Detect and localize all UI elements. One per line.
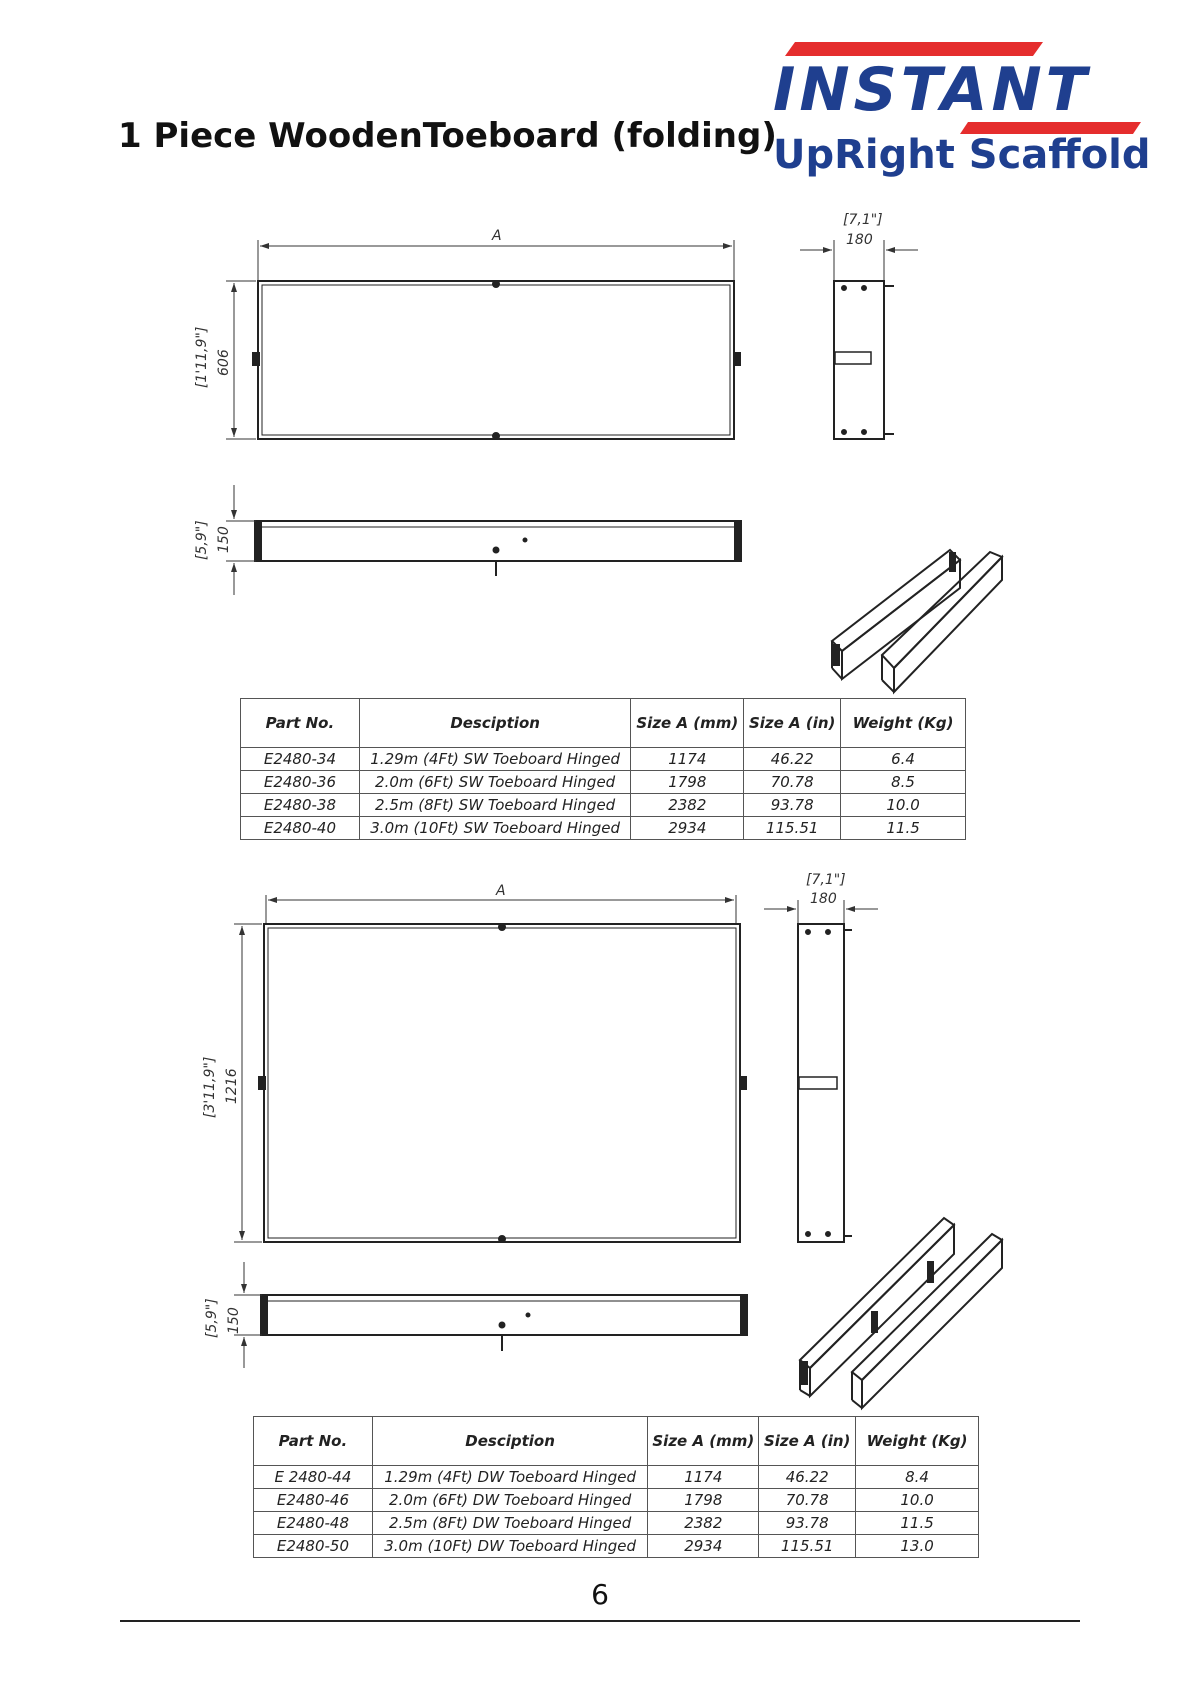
dimension-width-1 <box>258 240 734 280</box>
table-row <box>254 1466 979 1489</box>
cell-size-in: 70.78 <box>744 771 841 794</box>
cell-description: 1.29m (4Ft) DW Toeboard Hinged <box>372 1466 648 1489</box>
board-view-1 <box>255 521 741 576</box>
cell-size-in: 93.78 <box>759 1512 856 1535</box>
dim-height-in-1: [1'11,9"] <box>194 326 210 388</box>
dim-height-mm-1: 606 <box>216 349 232 376</box>
cell-part-no: E2480-48 <box>254 1512 373 1535</box>
dim-width-label-2: A <box>496 883 506 899</box>
dim-depth-mm-2: 180 <box>810 891 837 907</box>
dim-board-mm-2: 150 <box>226 1307 242 1334</box>
front-view-1 <box>253 281 740 439</box>
cell-size-mm: 2382 <box>631 794 744 817</box>
dim-width-label-1: A <box>492 228 502 244</box>
table-row <box>254 1489 979 1512</box>
cell-part-no: E2480-38 <box>241 794 360 817</box>
cell-size-in: 93.78 <box>744 794 841 817</box>
header-description: Desciption <box>372 1417 648 1466</box>
dim-depth-in-1: [7,1"] <box>843 212 883 228</box>
table-header-row <box>254 1417 979 1466</box>
cell-size-mm: 2934 <box>631 817 744 840</box>
cell-size-in: 46.22 <box>744 748 841 771</box>
cell-size-in: 70.78 <box>759 1489 856 1512</box>
side-view-1 <box>834 281 894 439</box>
cell-size-mm: 1174 <box>631 748 744 771</box>
cell-description: 2.0m (6Ft) SW Toeboard Hinged <box>359 771 631 794</box>
cell-weight: 10.0 <box>841 794 966 817</box>
cell-size-mm: 1798 <box>648 1489 759 1512</box>
logo-instant-text: INSTANT <box>773 55 1091 125</box>
dim-height-in-2: [3'11,9"] <box>202 1056 218 1118</box>
cell-part-no: E2480-50 <box>254 1535 373 1558</box>
header-size-in: Size A (in) <box>759 1417 856 1466</box>
cell-part-no: E2480-34 <box>241 748 360 771</box>
dim-height-mm-2: 1216 <box>224 1068 240 1104</box>
page-number: 6 <box>591 1578 609 1611</box>
cell-weight: 11.5 <box>856 1512 979 1535</box>
header-size-in: Size A (in) <box>744 699 841 748</box>
dim-board-in-2: [5,9"] <box>204 1298 220 1338</box>
cell-size-mm: 2382 <box>648 1512 759 1535</box>
spec-table-double-width <box>253 1416 979 1558</box>
dim-board-mm-1: 150 <box>216 526 232 553</box>
header-weight: Weight (Kg) <box>841 699 966 748</box>
cell-weight: 6.4 <box>841 748 966 771</box>
cell-part-no: E2480-46 <box>254 1489 373 1512</box>
header-size-mm: Size A (mm) <box>631 699 744 748</box>
board-view-2 <box>261 1295 747 1351</box>
cell-part-no: E 2480-44 <box>254 1466 373 1489</box>
cell-size-in: 115.51 <box>744 817 841 840</box>
cell-description: 1.29m (4Ft) SW Toeboard Hinged <box>359 748 631 771</box>
cell-part-no: E2480-40 <box>241 817 360 840</box>
cell-size-mm: 1798 <box>631 771 744 794</box>
side-view-2 <box>798 924 852 1242</box>
spec-table-single-width <box>240 698 966 840</box>
header-description: Desciption <box>359 699 631 748</box>
cell-weight: 13.0 <box>856 1535 979 1558</box>
cell-size-mm: 1174 <box>648 1466 759 1489</box>
table-row <box>241 748 966 771</box>
header-size-mm: Size A (mm) <box>648 1417 759 1466</box>
footer-divider <box>120 1620 1080 1622</box>
cell-weight: 8.4 <box>856 1466 979 1489</box>
cell-size-in: 46.22 <box>759 1466 856 1489</box>
header-part-no: Part No. <box>241 699 360 748</box>
cell-size-in: 115.51 <box>759 1535 856 1558</box>
page-title: 1 Piece WoodenToeboard (folding) <box>118 116 777 156</box>
dim-depth-in-2: [7,1"] <box>806 872 846 888</box>
cell-description: 3.0m (10Ft) DW Toeboard Hinged <box>372 1535 648 1558</box>
table-row <box>254 1512 979 1535</box>
table-row <box>241 794 966 817</box>
header-weight: Weight (Kg) <box>856 1417 979 1466</box>
table-header-row <box>241 699 966 748</box>
cell-weight: 11.5 <box>841 817 966 840</box>
table-row <box>254 1535 979 1558</box>
logo-upright-text: UpRight Scaffold <box>773 132 1151 178</box>
cell-description: 2.0m (6Ft) DW Toeboard Hinged <box>372 1489 648 1512</box>
dim-board-in-1: [5,9"] <box>194 520 210 560</box>
dimension-width-2 <box>266 895 736 923</box>
cell-description: 2.5m (8Ft) SW Toeboard Hinged <box>359 794 631 817</box>
header-part-no: Part No. <box>254 1417 373 1466</box>
table-row <box>241 817 966 840</box>
cell-size-mm: 2934 <box>648 1535 759 1558</box>
table-row <box>241 771 966 794</box>
cell-weight: 10.0 <box>856 1489 979 1512</box>
isometric-view-2 <box>800 1218 1002 1408</box>
dim-depth-mm-1: 180 <box>846 232 873 248</box>
cell-part-no: E2480-36 <box>241 771 360 794</box>
isometric-view-1 <box>832 550 1002 692</box>
cell-description: 2.5m (8Ft) DW Toeboard Hinged <box>372 1512 648 1535</box>
cell-description: 3.0m (10Ft) SW Toeboard Hinged <box>359 817 631 840</box>
cell-weight: 8.5 <box>841 771 966 794</box>
front-view-2 <box>259 924 746 1242</box>
